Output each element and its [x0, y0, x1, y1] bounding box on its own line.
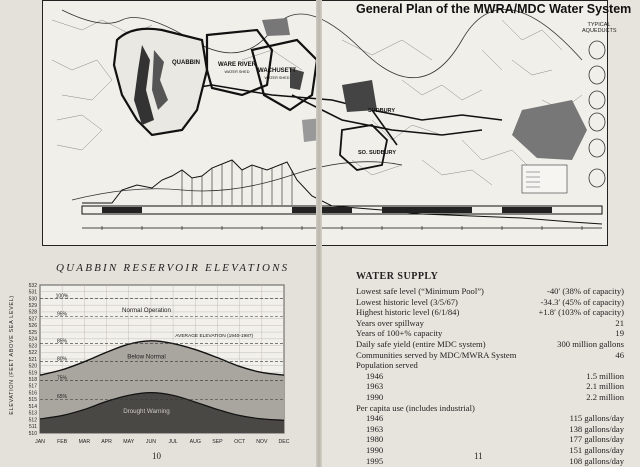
ware-river-label: WARE RIVER WATER SHED	[218, 62, 257, 74]
y-tick-label: 521	[28, 356, 37, 363]
row-label: Communities served by MDC/MWRA System	[356, 349, 517, 360]
normal-operation-label: Normal Operation	[122, 306, 171, 314]
y-tick-label: 516	[28, 390, 37, 397]
x-tick-label: MAR	[78, 439, 91, 445]
row-label: 1963	[366, 423, 384, 434]
row-label: Years over spillway	[356, 317, 424, 328]
water-supply-row	[356, 403, 624, 414]
row-value: 19	[615, 328, 624, 339]
capacity-label: 65%	[56, 394, 68, 401]
x-tick-label: DEC	[278, 439, 290, 445]
below-normal-label: Below Normal	[127, 353, 166, 361]
y-tick-label: 519	[28, 370, 37, 377]
row-value: 115 gallons/day	[569, 413, 624, 424]
water-supply-row	[356, 456, 624, 467]
water-supply-table	[356, 286, 624, 466]
water-supply-row	[356, 307, 624, 318]
y-tick-label: 525	[28, 329, 37, 336]
chart-title: QUABBIN RESERVOIR ELEVATIONS	[56, 262, 290, 274]
x-tick-label: AUG	[189, 439, 201, 445]
y-tick-label: 522	[28, 350, 37, 357]
y-tick-label: 511	[29, 424, 37, 431]
x-tick-label: APR	[101, 439, 112, 445]
row-value: 300 million gallons	[557, 338, 624, 349]
water-supply-row	[356, 413, 624, 424]
y-tick-label: 528	[28, 309, 37, 316]
row-label: 1980	[366, 434, 384, 445]
so-sudbury-label: SO. SUDBURY	[358, 150, 396, 156]
row-value: 1.5 million	[586, 370, 624, 381]
row-label: 1995	[366, 455, 384, 466]
x-tick-label: MAY	[123, 439, 135, 445]
row-value: -34.3′ (45% of capacity)	[540, 296, 624, 307]
y-tick-label: 510	[28, 430, 37, 437]
row-value: 177 gallons/day	[569, 434, 624, 445]
water-supply-row	[356, 381, 624, 392]
water-supply-row	[356, 434, 624, 445]
row-label: Highest historic level (6/1/84)	[356, 307, 460, 318]
row-value: -40′ (38% of capacity)	[546, 286, 624, 296]
water-supply-row	[356, 350, 624, 361]
y-tick-label: 524	[28, 336, 37, 343]
chart-y-axis-label: ELEVATION (FEET ABOVE SEA LEVEL)	[9, 295, 15, 415]
row-label: Lowest safe level (“Minimum Pool”)	[356, 286, 484, 296]
row-value: 151 gallons/day	[569, 444, 624, 455]
average-elevation-label: AVERAGE ELEVATION (1940-1987)	[175, 333, 254, 339]
capacity-label: 75%	[56, 375, 68, 382]
water-system-map	[42, 0, 608, 246]
wachusett-label: WACHUSETT WATER SHED	[258, 68, 296, 80]
elevation-chart	[0, 268, 318, 453]
water-supply-row	[356, 392, 624, 403]
x-tick-label: FEB	[57, 439, 68, 445]
y-tick-label: 514	[28, 403, 37, 410]
y-tick-label: 526	[28, 323, 37, 330]
water-supply-row	[356, 360, 624, 371]
y-tick-label: 531	[28, 289, 37, 296]
map-title: General Plan of the MWRA/MDC Water System	[356, 2, 632, 16]
water-supply-row	[356, 339, 624, 350]
capacity-label: 80%	[56, 356, 68, 363]
quabbin-label: QUABBIN	[172, 60, 200, 66]
row-label: Years of 100+% capacity	[356, 328, 443, 339]
drought-warning-label: Drought Warning	[123, 407, 170, 415]
water-supply-title: WATER SUPPLY	[356, 271, 439, 282]
water-supply-row	[356, 318, 624, 329]
row-label: 1946	[366, 413, 384, 424]
capacity-label: 85%	[56, 338, 68, 345]
x-tick-label: JUN	[145, 439, 156, 445]
page-number-right: 11	[474, 451, 483, 461]
row-label: Daily safe yield (entire MDC system)	[356, 338, 486, 349]
sudbury-label: SUDBURY	[368, 108, 395, 114]
x-tick-label: SEP	[212, 439, 223, 445]
page-number-left: 10	[152, 451, 161, 461]
water-supply-row	[356, 371, 624, 382]
row-label: Population served	[356, 360, 418, 371]
capacity-label: 95%	[56, 311, 68, 318]
y-tick-label: 523	[28, 343, 37, 350]
water-supply-row	[356, 328, 624, 339]
capacity-label: 100%	[55, 293, 69, 300]
water-supply-row	[356, 297, 624, 308]
y-tick-label: 513	[28, 410, 37, 417]
row-label: Lowest historic level (3/5/67)	[356, 296, 458, 307]
x-tick-label: OCT	[234, 439, 246, 445]
row-label: 1946	[366, 370, 384, 381]
y-tick-label: 520	[28, 363, 37, 370]
row-value: 2.2 million	[586, 391, 624, 402]
row-label: 1990	[366, 391, 384, 402]
row-value: 108 gallons/day	[569, 455, 624, 466]
row-value: +1.8′ (103% of capacity)	[538, 307, 624, 318]
row-value: 46	[615, 349, 624, 360]
typical-aqueducts-label: TYPICAL AQUEDUCTS	[582, 22, 617, 34]
y-tick-label: 532	[28, 282, 37, 289]
water-supply-row	[356, 445, 624, 456]
y-tick-label: 530	[28, 296, 37, 303]
x-tick-label: JAN	[35, 439, 45, 445]
row-value: 138 gallons/day	[569, 423, 624, 434]
row-label: Per capita use (includes industrial)	[356, 402, 475, 413]
y-tick-label: 529	[28, 302, 37, 309]
y-tick-label: 517	[28, 383, 37, 390]
row-value: 21	[615, 317, 624, 328]
y-tick-label: 518	[28, 376, 37, 383]
water-supply-row	[356, 424, 624, 435]
x-tick-label: NOV	[256, 439, 268, 445]
y-tick-label: 515	[28, 397, 37, 404]
row-label: 1963	[366, 381, 384, 392]
x-tick-label: JUL	[168, 439, 178, 445]
water-supply-row	[356, 286, 624, 297]
y-tick-label: 527	[28, 316, 37, 323]
row-value: 2.1 million	[586, 381, 624, 392]
row-label: 1990	[366, 444, 384, 455]
y-tick-label: 512	[28, 417, 37, 424]
